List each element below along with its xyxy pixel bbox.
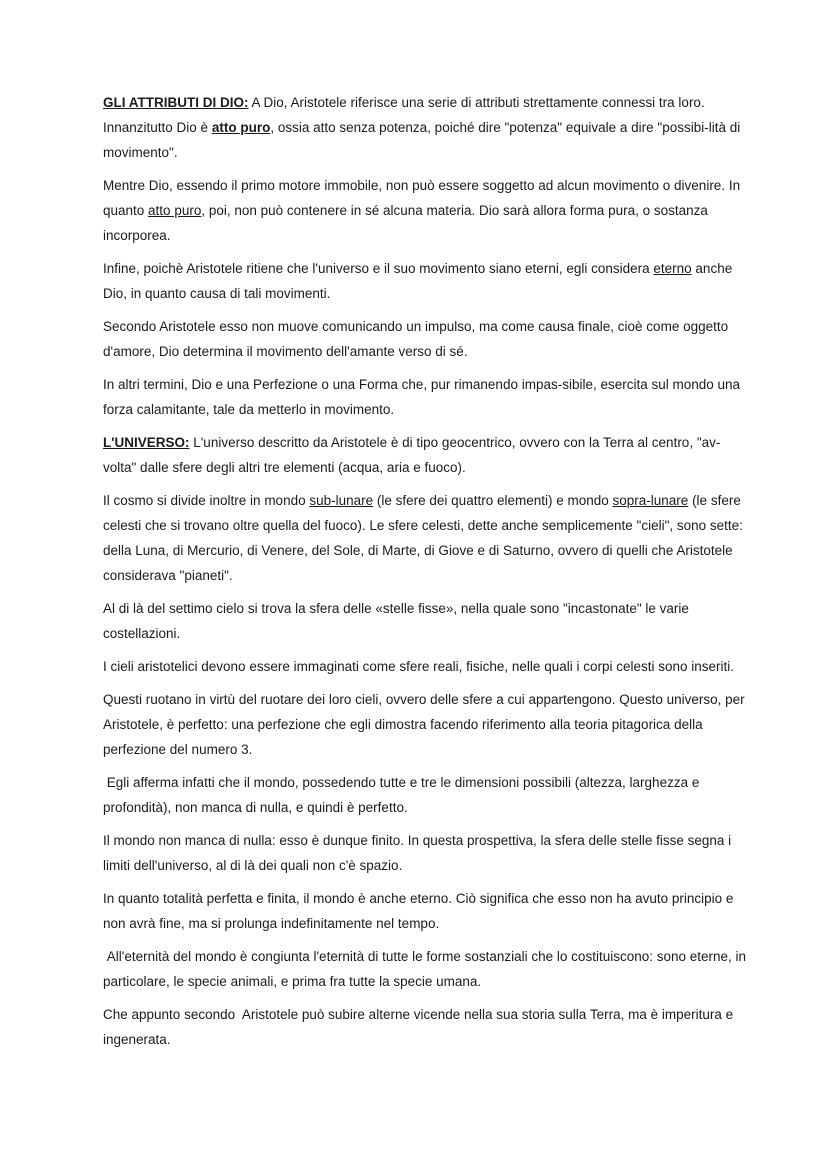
paragraph [103,372,748,422]
paragraph [103,654,748,679]
text-run: anche Dio, in quanto causa di tali movimenti. [103,261,736,301]
text-run: Egli afferma infatti che il mondo, possedendo tutte e tre le dimensioni possibili (altezza, larghezza e profondità), non manca di nulla, e quindi è perfetto. [103,775,704,815]
text-run: (le sfere dei quattro elementi) e mondo [373,493,613,508]
underlined-term: sopra-lunare [612,493,689,508]
text-run: Secondo Aristotele esso non muove comunicando un impulso, ma come causa finale, cioè come oggetto d'amore, Dio determina il movimento dell'amante verso di sé. [103,319,732,359]
paragraph [103,944,748,994]
text-run: Questi ruotano in virtù del ruotare dei loro cieli, ovvero delle sfere a cui appartengono. Questo universo, per Aristotele, è perfetto: una perfezione che egli dimostra facendo riferimento alla teoria pitagorica della perfezione del numero 3. [103,692,748,757]
paragraph [103,687,748,762]
text-run: Il cosmo si divide inoltre in mondo [103,493,310,508]
paragraph [103,90,748,165]
text-run: A Dio, Aristotele riferisce una serie di attributi strettamente connessi tra loro. Innanzitutto Dio è [103,95,709,135]
text-run: I cieli aristotelici devono essere immaginati come sfere reali, fisiche, nelle quali i corpi celesti sono inseriti. [103,659,735,674]
paragraph [103,256,748,306]
paragraph [103,828,748,878]
paragraph [103,488,748,588]
text-run: Infine, poichè Aristotele ritiene che l'universo e il suo movimento siano eterni, egli considera [103,261,654,276]
section-heading: atto puro [211,120,271,135]
paragraph [103,173,748,248]
text-run: , poi, non può contenere in sé alcuna materia. Dio sarà allora forma pura, o sostanza incorporea. [103,203,712,243]
paragraph [103,886,748,936]
paragraph [103,770,748,820]
text-run: In quanto totalità perfetta e finita, il mondo è anche eterno. Ciò significa che esso non ha avuto principio e non avrà fine, ma si prolunga indefinitamente nel tempo. [103,891,738,931]
section-heading: GLI ATTRIBUTI DI DIO: [103,95,249,110]
document-content [103,90,748,1052]
text-run: L'universo descritto da Aristotele è di tipo geocentrico, ovvero con la Terra al centro, "av-volta" dalle sfere degli altri tre elementi (acqua, aria e fuoco). [103,435,721,475]
text-run: Il mondo non manca di nulla: esso è dunque finito. In questa prospettiva, la sfera delle stelle fisse segna i limiti dell'universo, al di là dei quali non c'è spazio. [103,833,735,873]
text-run: All'eternità del mondo è congiunta l'eternità di tutte le forme sostanziali che lo costituiscono: sono eterne, in particolare, le specie animali, e prima fra tutte la specie umana. [103,949,750,989]
paragraph [103,596,748,646]
paragraph [103,314,748,364]
text-run: In altri termini, Dio e una Perfezione o una Forma che, pur rimanendo impas-sibile, esercita sul mondo una forza calamitante, tale da metterlo in movimento. [103,377,744,417]
paragraph [103,430,748,480]
underlined-term: sub-lunare [309,493,374,508]
underlined-term: atto puro [148,203,202,218]
text-run: Mentre Dio, essendo il primo motore immobile, non può essere soggetto ad alcun movimento o divenire. In quanto [103,178,744,218]
text-run: Al di là del settimo cielo si trova la sfera delle «stelle fisse», nella quale sono "incastonate" le varie costellazioni. [103,601,693,641]
underlined-term: eterno [653,261,692,276]
paragraph [103,1002,748,1052]
section-heading: L'UNIVERSO: [103,435,190,450]
text-run: , ossia atto senza potenza, poiché dire "potenza" equivale a dire "possibi-lità di movimento". [103,120,745,160]
text-run: (le sfere celesti che si trovano oltre quella del fuoco). Le sfere celesti, dette anche semplicemente "cieli", sono sette: della Luna, di Mercurio, di Venere, del Sole, di Marte, di Giove e di Saturno, ovvero di quelli che Aristotele considerava "pianeti". [103,493,747,583]
text-run: Che appunto secondo Aristotele può subire alterne vicende nella sua storia sulla Terra, ma è imperitura e ingenerata. [103,1007,737,1047]
